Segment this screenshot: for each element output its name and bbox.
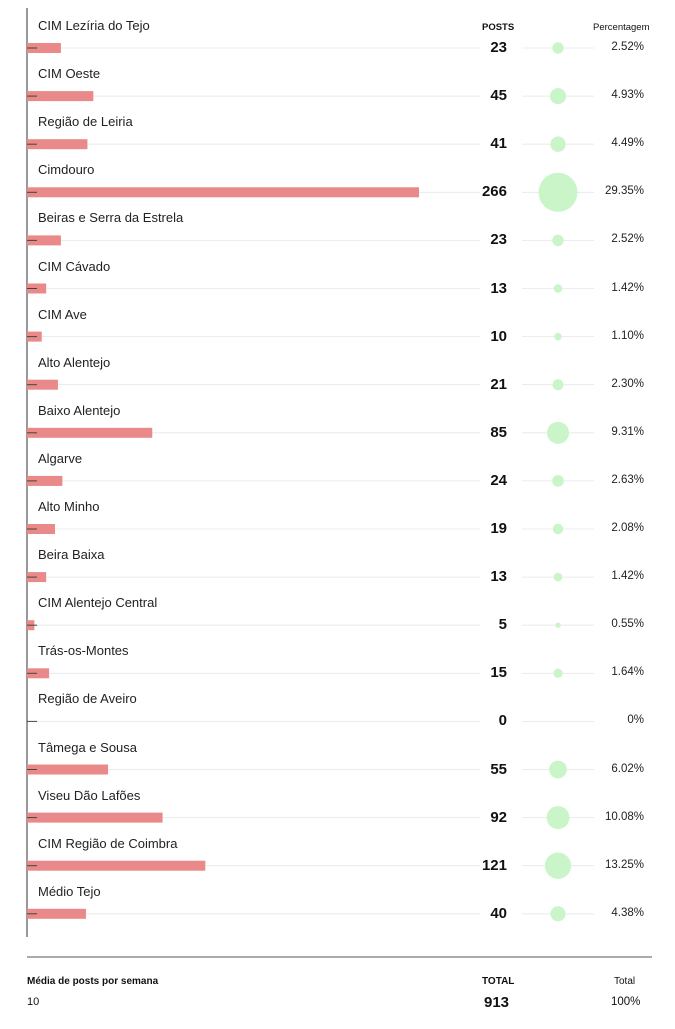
percentage-bubble: [554, 284, 563, 293]
percentage-bubble: [554, 573, 563, 582]
category-label: Região de Leiria: [38, 114, 133, 130]
percentage-value: 0%: [627, 714, 644, 727]
posts-value: 10: [490, 327, 507, 345]
percentage-value: 9.31%: [611, 425, 644, 438]
posts-value: 41: [490, 135, 507, 153]
category-label: Cimdouro: [38, 162, 95, 178]
percentage-bubble: [550, 137, 565, 152]
category-label: Beira Baixa: [38, 547, 105, 563]
posts-value: 5: [498, 616, 507, 634]
total-posts-value: 913: [484, 994, 510, 1011]
average-posts-label: Média de posts por semana: [27, 976, 159, 987]
percentage-bubble: [553, 379, 564, 390]
percentage-bubble: [552, 475, 564, 487]
category-label: Alto Alentejo: [38, 354, 111, 370]
category-label: CIM Região de Coimbra: [38, 835, 178, 851]
category-label: CIM Oeste: [38, 66, 101, 82]
category-label: Alto Minho: [38, 499, 100, 514]
category-label: Trás-os-Montes: [38, 643, 129, 659]
posts-value: 15: [490, 664, 507, 682]
posts-column-header: POSTS: [482, 22, 515, 33]
total-percentage-value: 100%: [611, 996, 641, 1008]
posts-value: 21: [490, 375, 507, 393]
category-label: Região de Aveiro: [38, 691, 137, 707]
total-posts-label: TOTAL: [482, 976, 515, 987]
percentage-value: 1.42%: [611, 281, 644, 294]
bar: [27, 187, 419, 197]
percentage-value: 2.08%: [611, 522, 644, 534]
posts-value: 45: [490, 87, 507, 105]
posts-value: 13: [490, 279, 507, 297]
percentage-value: 1.42%: [611, 570, 644, 583]
bar: [27, 765, 108, 775]
bar: [27, 861, 205, 871]
posts-value: 23: [490, 39, 507, 56]
percentage-value: 2.30%: [611, 377, 644, 390]
posts-value: 85: [490, 423, 507, 441]
category-label: Algarve: [38, 450, 83, 466]
posts-value: 19: [490, 520, 507, 537]
percentage-column-header: Percentagem: [593, 22, 650, 33]
category-label: Viseu Dão Lafões: [38, 787, 141, 803]
category-label: Médio Tejo: [38, 883, 101, 899]
category-label: Beiras e Serra da Estrela: [38, 210, 184, 226]
percentage-value: 1.64%: [611, 666, 644, 679]
posts-value: 24: [490, 471, 507, 489]
bar: [27, 813, 163, 823]
percentage-bubble: [545, 853, 571, 879]
percentage-value: 10.08%: [604, 810, 644, 823]
percentage-bubble: [553, 524, 563, 534]
posts-value: 92: [490, 808, 507, 826]
percentage-bubble: [552, 235, 563, 246]
percentage-bubble: [552, 42, 563, 53]
percentage-bubble: [539, 173, 578, 212]
percentage-value: 4.93%: [611, 89, 644, 102]
percentage-bubble: [555, 623, 560, 628]
posts-value: 13: [490, 568, 507, 586]
category-label: CIM Cávado: [38, 258, 111, 274]
percentage-value: 0.55%: [611, 618, 644, 631]
total-percentage-label: Total: [614, 976, 636, 987]
posts-value: 0: [498, 712, 507, 730]
category-label: CIM Alentejo Central: [38, 595, 158, 611]
percentage-value: 6.02%: [611, 762, 644, 775]
percentage-bubble: [547, 422, 569, 444]
percentage-bubble: [550, 88, 566, 104]
percentage-bubble: [550, 906, 565, 921]
posts-value: 121: [481, 856, 507, 874]
posts-value: 40: [490, 904, 507, 922]
percentage-value: 2.52%: [611, 233, 644, 246]
percentage-value: 4.38%: [611, 906, 644, 919]
average-posts-value: 10: [27, 996, 40, 1008]
percentage-value: 13.25%: [604, 858, 644, 871]
percentage-value: 29.35%: [604, 185, 644, 198]
percentage-value: 2.52%: [611, 41, 644, 53]
percentage-value: 4.49%: [611, 137, 644, 150]
category-label: Baixo Alentejo: [38, 402, 121, 418]
posts-value: 266: [481, 183, 507, 201]
category-label: CIM Lezíria do Tejo: [38, 18, 150, 33]
percentage-value: 2.63%: [611, 473, 644, 486]
percentage-bubble: [549, 761, 567, 779]
percentage-bubble: [553, 669, 562, 678]
category-label: Tâmega e Sousa: [38, 739, 138, 755]
percentage-bubble: [554, 333, 562, 341]
bar: [27, 428, 152, 438]
percentage-bubble: [547, 806, 570, 829]
posts-value: 55: [490, 760, 507, 778]
category-label: CIM Ave: [38, 306, 87, 322]
posts-value: 23: [490, 231, 507, 249]
percentage-value: 1.10%: [611, 329, 644, 342]
